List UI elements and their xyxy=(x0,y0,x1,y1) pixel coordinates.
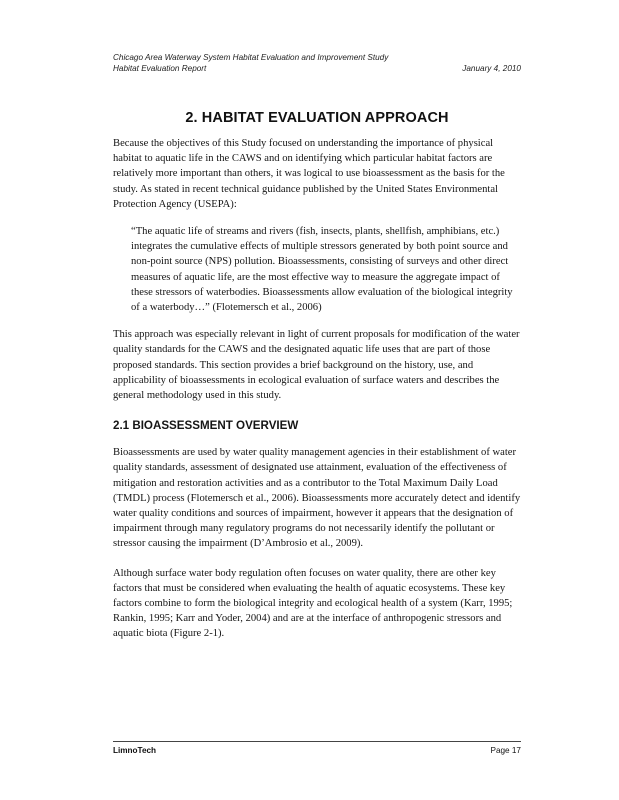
overview-paragraph-1: Bioassessments are used by water quality management agencies in their establishment of water quality standards, assessment of designated use attainment, evaluation of the effectiveness of mitigation and restoration activities and as a contributor to the Total Maximum Daily Load (TMDL) process (Flotemersch et al., 2006). Bioassessments more accurately detect and identify water quality conditions and sources of impairment, however it appears that the designation of impairment through many regulatory programs do not necessarily identify the pollutant or stressor causing the impairment (D’Ambrosio et al., 2009). xyxy=(113,447,521,550)
page-title: 2. HABITAT EVALUATION APPROACH xyxy=(185,110,449,126)
header-date: January 4, 2010 xyxy=(462,64,521,73)
page-header xyxy=(113,52,521,74)
header-report-name: Habitat Evaluation Report xyxy=(113,64,207,73)
section-heading: 2.1 BIOASSESSMENT OVERVIEW xyxy=(113,419,299,433)
intro-paragraph: Because the objectives of this Study focused on understanding the importance of physical habitat to aquatic life in the CAWS and on identifying which particular habitat factors are relatively more important than others, it was logical to use bioassessment as the basis for the study. As stated in recent technical guidance published by the United States Environmental Protection Agency (USEPA): xyxy=(113,138,505,210)
body-text xyxy=(113,136,523,642)
overview-paragraph-2: Although surface water body regulation often focuses on water quality, there are other key factors that must be considered when evaluating the health of aquatic ecosystems. These key factors combine to form the biological integrity and ecological health of a system (Karr, 1995; Rankin, 1995; Karr and Yoder, 2004) and are at the interface of anthropogenic stressors and aquatic biota (Figure 2-1). xyxy=(113,567,513,640)
header-row xyxy=(113,63,521,74)
header-study-title: Chicago Area Waterway System Habitat Evaluation and Improvement Study xyxy=(113,53,389,62)
approach-paragraph: This approach was especially relevant in light of current proposals for modification of the water quality standards for the CAWS and the designated aquatic life uses that are part of those proposed standards. This section provides a brief background on the history, use, and applicability of bioassessments in ecological evaluation of surface waters and describes the general methodology used in this study. xyxy=(113,329,520,402)
block-quote: “The aquatic life of streams and rivers (fish, insects, plants, shellfish, amphibians, etc.) integrates the cumulative effects of multiple stressors generated by both point source and non-point source (NPS) pollution. Bioassessments, consisting of surveys and other direct measures of aquatic life, are the most effective way to measure the aggregate impact of these stressors of waterbodies. Bioassessments allow evaluation of the biological integrity of a waterbody…” (Flotemersch et al., 2006) xyxy=(131,226,513,314)
footer-company: LimnoTech xyxy=(113,746,157,755)
footer-page-number: Page 17 xyxy=(490,746,521,755)
page-footer xyxy=(113,741,521,756)
